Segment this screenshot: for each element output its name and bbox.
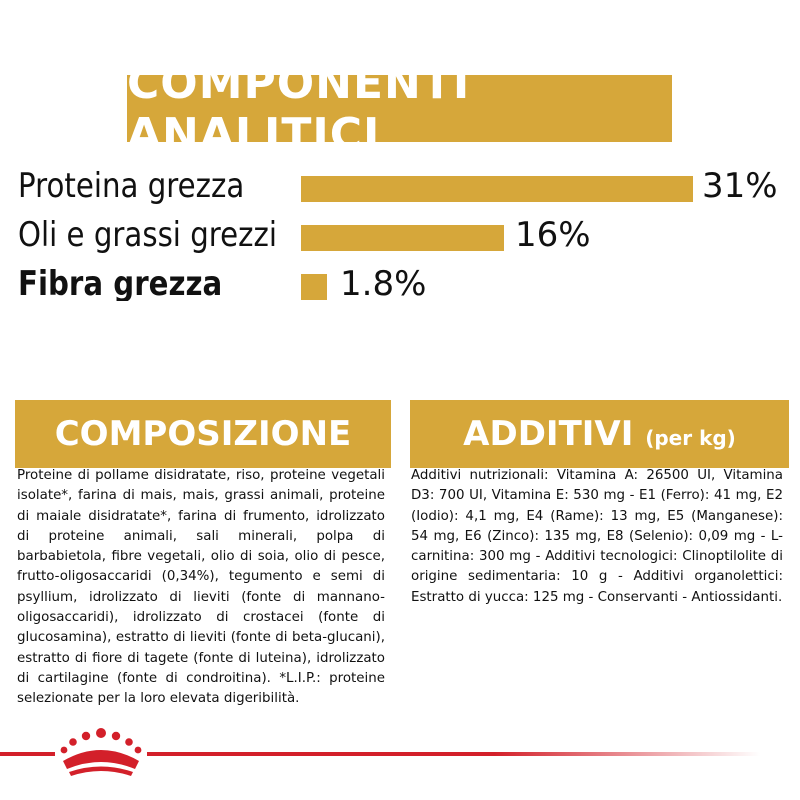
page-title: COMPONENTI ANALITICI: [127, 57, 471, 160]
bar-fibre: [301, 274, 327, 300]
value-label: 31%: [702, 166, 778, 206]
analytic-row-protein: [0, 162, 800, 210]
additives-header: [410, 400, 789, 468]
additives-title-wrap: [412, 402, 787, 470]
analytic-row-fibre: [0, 260, 800, 301]
analytic-row-fibre-clip: [0, 260, 800, 301]
composition-title: COMPOSIZIONE: [54, 414, 352, 454]
row-label: Oli e grassi grezzi: [18, 215, 277, 255]
composition-text: Proteine di pollame disidratate, riso, proteine vegetali isolate*, farina di mais, mais, grassi animali, proteine di maiale disidratate*, farina di frumento, idrolizzato di proteine animali, sali minerali, polpa di barbabietola, fibre vegetali, olio di soia, olio di pesce, frutto-oligosaccaridi (0,34%), tegumento e semi di psyllium, idrolizzato di lieviti (fonte di mannano-oligosaccaridi), idrolizzato di crostacei (fonte di glucosamina), estratto di lieviti (fonte di beta-glucani), estratto di fiore di tagete (fonte di luteina), idrolizzato di cartilagine (fonte di condroitina). *L.I.P.: proteine selezionate per la loro elevata digeribilità.: [17, 468, 385, 707]
additives-subtitle: (per kg): [645, 426, 736, 450]
additives-title: ADDITIVI: [463, 414, 634, 454]
value-label: 16%: [515, 215, 591, 255]
bar-protein: [301, 176, 693, 202]
additives-text: Additivi nutrizionali: Vitamina A: 26500 UI, Vitamina D3: 700 UI, Vitamina E: 530 mg - E1 (Ferro): 41 mg, E2 (Iodio): 4,1 mg, E4 (Rame): 13 mg, E5 (Manganese): 54 mg, E6 (Zinco): 135 mg, E8 (Selenio): 0,09 mg - L-carnitina: 300 mg - Additivi tecnologici: Clinoptilolite di origine sedimentaria: 10 g - Additivi organolettici: Estratto di yucca: 125 mg - Conservanti - Antiossidanti.: [411, 468, 783, 605]
royal-crown-icon: [55, 725, 147, 777]
composition-header: [15, 400, 391, 468]
row-label: Fibra grezza: [18, 264, 223, 301]
bar-fat: [301, 225, 504, 251]
analytic-row-fat: [0, 211, 800, 259]
section-title-banner: [127, 57, 672, 160]
value-label: 1.8%: [340, 264, 427, 301]
row-label: Proteina grezza: [18, 166, 245, 206]
